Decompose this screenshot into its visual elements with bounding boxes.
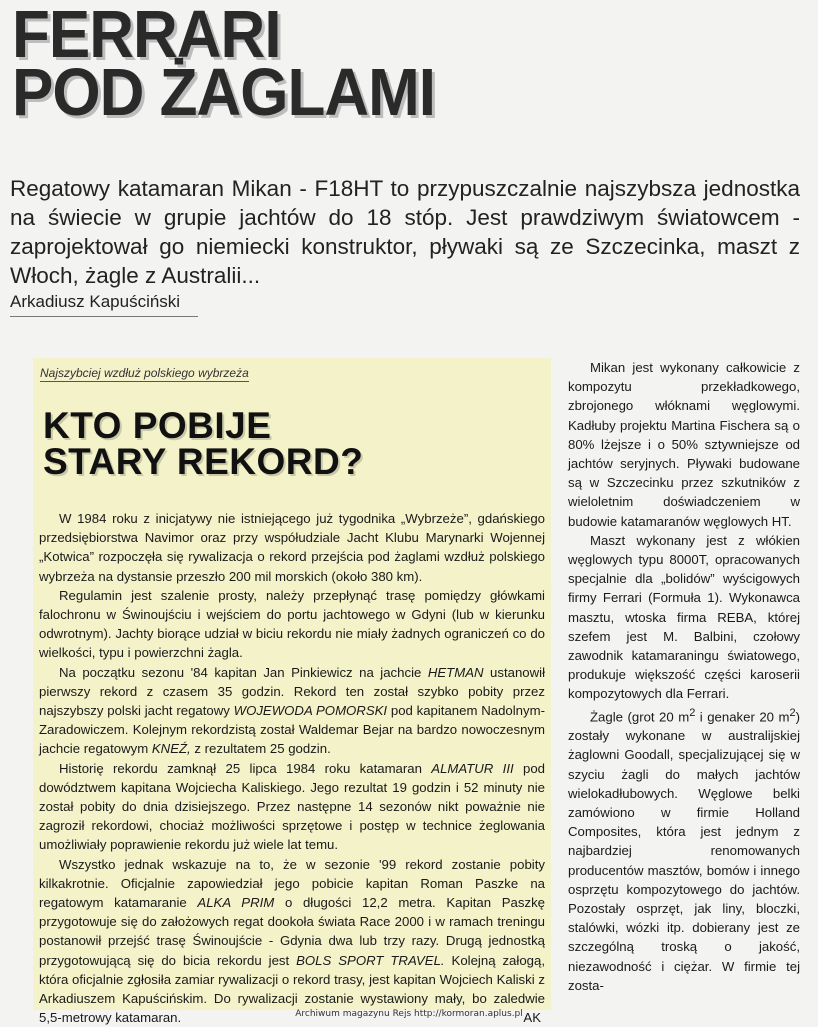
- sidebar-headline-line-2: STARY REKORD?: [43, 441, 364, 482]
- superscript: 2: [789, 706, 796, 719]
- right-column: [568, 358, 800, 995]
- sidebar-paragraph-4: Historię rekordu zamknął 25 lipca 1984 roku katamaran ALMATUR III pod dowództwem kapitana Wojciecha Kaliskiego. Jego rezultat 19 godzin i 52 minuty nie został pobity do dnia dzisiejszego. Przez następne 14 sezonów nikt poważnie nie zagroził rekordowi, chociaż możliwości sprzętowe i postęp w technice żeglowania umożliwiały poprawienie rekordu już wiele lat temu.: [39, 760, 545, 853]
- right-paragraph-1: Mikan jest wykonany całkowicie z kompozytu przekładkowego, zbrojonego włóknami węglowymi. Kadłuby projektu Martina Fischera są o 80% lżejsze i o 50% sztywniejsze od jachtów seryjnych. Pływaki budowane są w Szczecinku przez szkutników z wieloletnim doświadczeniem w budowie katamaranów węglowych HT.: [568, 360, 800, 529]
- yacht-name: BOLS SPORT TRAVEL.: [296, 952, 445, 968]
- yacht-name: WOJEWODA POMORSKI: [233, 703, 388, 719]
- article-title: [12, 0, 435, 131]
- sidebar-paragraph-3: Na początku sezonu '84 kapitan Jan Pinkiewicz na jachcie HETMAN ustanowił pierwszy rekord z czasem 35 godzin. Rekord ten został szybko pobity przez najszybszy polski jacht regatowy WOJEWODA POMORSKI pod kapitanem Nadolnym-Zaradowiczem. Kolejnym rekordzistą został Waldemar Bejar na bardzo nowoczesnym jachcie regatowym KNEŹ, z rezultatem 25 godzin.: [39, 664, 545, 757]
- yacht-name: HETMAN: [427, 664, 484, 680]
- author-byline: Arkadiusz Kapuściński: [10, 292, 198, 317]
- sidebar-paragraph-5: Wszystko jednak wskazuje na to, że w sezonie '99 rekord zostanie pobity kilkakrotnie. Oficjalnie zapowiedział jego pobicie kapitan Roman Paszke na regatowym katamaranie ALKA PRIM o długości 12,2 metra. Kapitan Paszkę przygotowuje się do założowych regat dookoła świata Race 2000 i w ramach treningu postanowił przejść trasę Świnoujście - Gdynia dwa lub trzy razy. Drugą jednostką przygotowującą się do bicia rekordu jest BOLS SPORT TRAVEL. Kolejną załogą, która oficjalnie zgłosiła zamiar rywalizacji o rekord trasy, jest kapitan Wojciech Kaliski z Arkadiuszem Kapuścińskim. Do rywalizacji zostanie wystawiony mały, bo zaledwie 5,5-metrowy katamaran. AK: [39, 855, 545, 1027]
- title-line-2: POD ŻAGLAMI: [12, 55, 435, 131]
- lead-paragraph: Regatowy katamaran Mikan - F18HT to przypuszczalnie najszybsza jednostka na świecie w grupie jachtów do 18 stóp. Jest prawdziwym światowcem - zaprojektował go niemiecki konstruktor, pływaki są ze Szczecinka, maszt z Włoch, żagle z Australii...: [10, 176, 800, 288]
- author-signature: AK: [523, 1010, 541, 1026]
- superscript: 2: [689, 706, 696, 719]
- sidebar-kicker: Najszybciej wzdłuż polskiego wybrzeża: [40, 366, 249, 380]
- sidebar-headline-line-1: KTO POBIJE: [43, 405, 272, 446]
- right-paragraph-2: Maszt wykonany jest z włókien węglowych typu 8000T, opracowanych specjalnie dla „bolidów” wyścigowych firmy Ferrari (Formuła 1). Wykonawca masztu, wtoska firma REBA, której szefem jest M. Balbini, czołowy zawodnik katamaraningu światowego, produkuje większość części karoserii kompozytowych dla Ferrari.: [568, 532, 800, 702]
- yacht-name: KNEŹ,: [151, 741, 191, 757]
- yacht-name: ALMATUR III: [431, 760, 514, 776]
- sidebar-paragraph-1: W 1984 roku z inicjatywy nie istniejącego już tygodnika „Wybrzeże”, gdańskiego przedsiębiorstwa Navimor oraz przy współudziale Jacht Klubu Marynarki Wojennej „Kotwica” rozpoczęła się rywalizacja o rekord przejścia pod żaglami wzdłuż polskiego wybrzeża na dystansie przeszło 200 mil morskich (około 380 km).: [39, 511, 545, 584]
- right-paragraph-3: Żagle (grot 20 $m^2$ i genaker 20 $m^2$) zostały wykonane w australijskiej żaglowni Goodall, specjalizującej się w szyciu żagli do małych jachtów wielokadłubowych. Węglowe belki zamówiono w firmie Holland Composites, która jest jednym z najbardziej renomowanych producentów masztów, bomów i innego osprzętu kompozytowego do jachtów. Pozostały osprzęt, jak liny, bloczki, stalówki, wózki itp. dobierany jest ze szczególną troską o jakość, niezawodność i ciężar. W firmie tej zosta-: [568, 706, 800, 993]
- archive-footer: Archiwum magazynu Rejs http://kormoran.aplus.pl: [295, 1009, 523, 1019]
- yacht-name: ALKA PRIM: [197, 895, 275, 911]
- sidebar-body: [39, 509, 545, 1027]
- sidebar-headline: [43, 405, 364, 482]
- title-line-1: FERRARI: [12, 0, 281, 73]
- sidebar-paragraph-2: Regulamin jest szalenie prosty, należy przepłynąć trasę pomiędzy główkami falochronu w Świnoujściu i wejściem do portu jachtowego w Gdyni (lub w kierunku odwrotnym). Jachty biorące udział w biciu rekordu nie miały żadnych ograniczeń co do wielkości, typu i powierzchni żagla.: [39, 587, 545, 661]
